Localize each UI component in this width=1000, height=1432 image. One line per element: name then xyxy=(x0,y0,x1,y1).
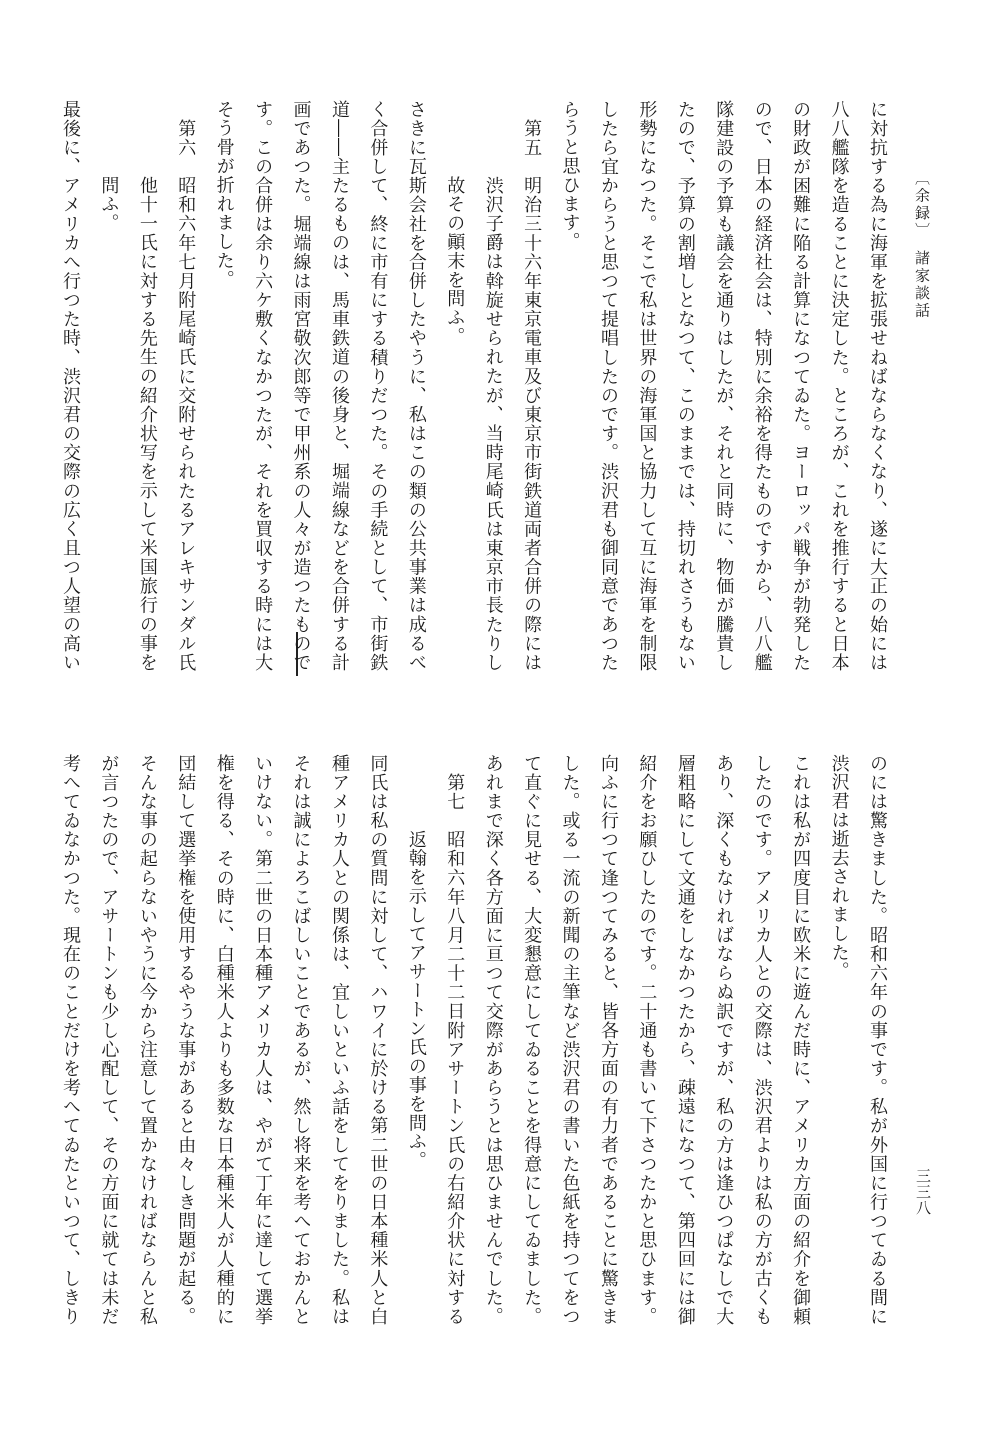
text-line: たので、予算の割増しとなつて、このままでは、持切れさうもない xyxy=(674,100,696,672)
text-line: したのです。アメリカ人との交際は、渋沢君よりは私の方が古くも xyxy=(751,754,773,1326)
question-heading-cont: 渋沢子爵は斡旋せられたが、当時尾崎氏は東京市長たりし xyxy=(482,176,504,672)
text-line: 道――主たるものは、馬車鉄道の後身と、堀端線などを合併する計 xyxy=(328,100,350,672)
text-line: したら宜からうと思つて提唱したのです。渋沢君も御同意であつた xyxy=(597,100,619,672)
text-line: 渋沢君は逝去されました。 xyxy=(828,754,850,981)
text-line: さきに瓦斯会社を合併したやうに、私はこの類の公共事業は成るべ xyxy=(405,100,427,672)
text-line: そう骨が折れました。 xyxy=(213,100,235,289)
text-line: 同氏は私の質問に対して、ハワイに於ける第二世の日本種米人と白 xyxy=(367,754,389,1326)
text-line: それは誠によろこばしいことであるが、然し将来を考へておかんと xyxy=(290,754,312,1326)
text-line: のには驚きました。昭和六年の事です。私が外国に行つてゐる間に xyxy=(867,754,888,1326)
question-heading-cont: 故その顚末を問ふ。 xyxy=(444,176,466,347)
text-line: ので、日本の経済社会は、特別に余裕を得たものですから、八八艦 xyxy=(751,100,773,672)
text-line: 団結して選挙権を使用するやうな事があると由々しき問題が起る。 xyxy=(175,754,197,1326)
text-line: に対抗する為に海軍を拡張せねばならなくなり、遂に大正の始には xyxy=(867,100,888,672)
text-line: 紹介をお願ひしたのです。二十通も書いて下さつたかと思ひます。 xyxy=(636,754,658,1326)
text-line: が言つたので、アサートンも少し心配して、その方面に就ては未だ xyxy=(98,754,120,1326)
text-line: らうと思ひます。 xyxy=(559,100,581,252)
question-heading: 第六 昭和六年七月附尾崎氏に交附せられたるアレキサンダル氏 xyxy=(175,119,197,672)
text-line: した。或る一流の新聞の主筆など渋沢君の書いた色紙を持つてをつ xyxy=(559,754,581,1326)
text-line: あれまで深く各方面に亘つて交際があらうとは思ひませんでした。 xyxy=(482,754,504,1326)
question-heading-cont: 返翰を示してアサートン氏の事を問ふ。 xyxy=(405,830,427,1171)
question-heading-cont: 問ふ。 xyxy=(98,176,120,233)
text-line: いけない。第二世の日本種アメリカ人は、やがて丁年に達して選挙 xyxy=(252,754,274,1326)
text-line: 形勢になつた。そこで私は世界の海軍国と協力して互に海軍を制限 xyxy=(636,100,658,672)
question-heading: 第五 明治三十六年東京電車及び東京市街鉄道両者合併の際には xyxy=(521,119,543,672)
text-line: す。この合併は余り六ケ敷くなかつたが、それを買収する時には大 xyxy=(252,100,274,672)
text-line: の財政が困難に陥る計算になつてゐた。ヨーロッパ戦争が勃発した xyxy=(790,100,812,672)
text-line: 種アメリカ人との関係は、宜しいといふ話をしてをりました。私は xyxy=(328,754,350,1326)
text-line: 画であつた。堀端線は雨宮敬次郎等で甲州系の人々が造つたもので xyxy=(290,100,312,672)
text-line: 向ふに行つて逢つてみると、皆各方面の有力者であることに驚きま xyxy=(597,754,619,1326)
text-line: あり、深くもなければならぬ訳ですが、私の方は逢ひつぱなしで大 xyxy=(713,754,735,1326)
text-line: 隊建設の予算も議会を通りはしたが、それと同時に、物価が騰貴し xyxy=(713,100,735,672)
text-line: 考へてゐなかつた。現在のことだけを考へてゐたといつて、しきり xyxy=(59,754,81,1326)
text-line: て直ぐに見せる、大変懇意にしてゐることを得意にしてゐました。 xyxy=(521,754,543,1326)
text-line: そんな事の起らないやうに今から注意して置かなければならんと私 xyxy=(136,754,158,1326)
question-heading-cont: 他十一氏に対する先生の紹介状写を示して米国旅行の事を xyxy=(136,176,158,672)
text-line: 最後に、アメリカへ行つた時、渋沢君の交際の広く且つ人望の高い xyxy=(59,100,81,672)
text-line: 八八艦隊を造ることに決定した。ところが、これを推行すると日本 xyxy=(828,100,850,672)
text-line: く合併して、終に市有にする積りだつた。その手続として、市街鉄 xyxy=(367,100,389,672)
text-line: 権を得る、その時に、白種米人よりも多数な日本種米人が人種的に xyxy=(213,754,235,1326)
text-line: これは私が四度目に欧米に遊んだ時に、アメリカ方面の紹介を御頼 xyxy=(790,754,812,1326)
page-number: 三三八 xyxy=(914,1168,932,1216)
text-line: 層粗略にして文通をしなかつたから、疎遠になつて、第四回には御 xyxy=(674,754,696,1326)
question-heading: 第七 昭和六年八月二十二日附アサートン氏の右紹介状に対する xyxy=(444,773,466,1326)
running-header: 〔余録〕 諸家談話 xyxy=(913,170,931,320)
